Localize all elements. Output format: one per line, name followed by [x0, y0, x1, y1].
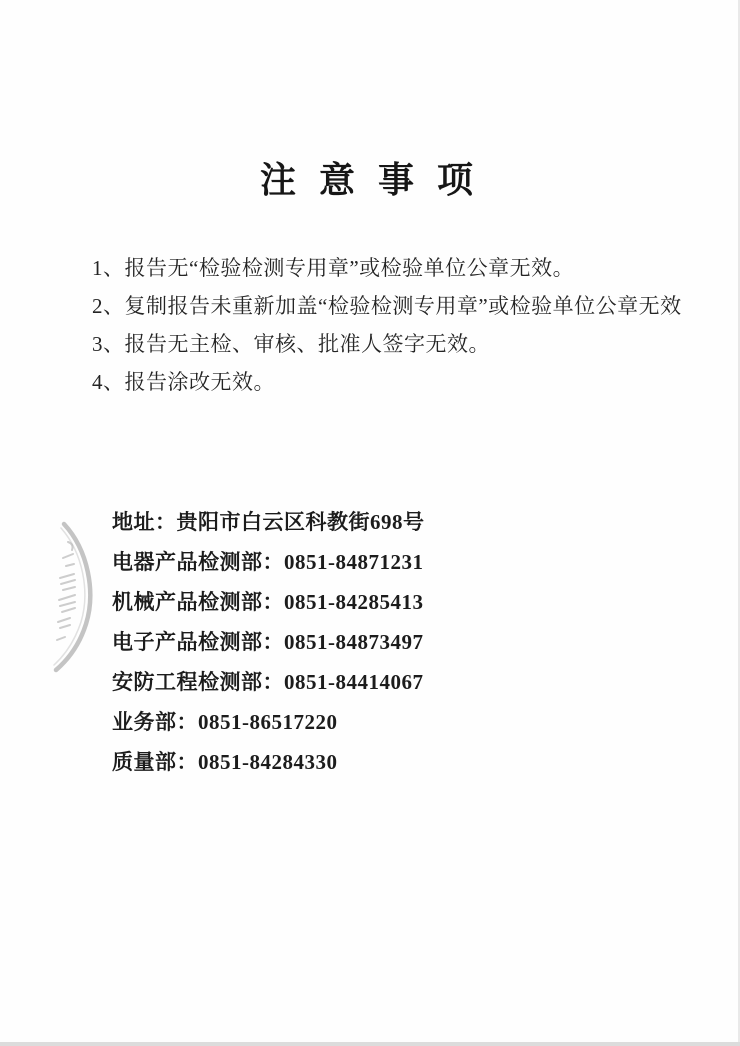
page-title: 注 意 事 项 — [259, 160, 480, 200]
partial-round-stamp-icon — [30, 520, 102, 675]
contact-electrical-dept: 电器产品检测部：0851-84871231 — [112, 550, 424, 574]
contact-block — [112, 502, 532, 782]
contact-business-dept: 业务部：0851-86517220 — [112, 710, 338, 734]
notice-list — [92, 249, 692, 401]
contact-security-dept: 安防工程检测部：0851-84414067 — [112, 670, 424, 694]
notice-item-4: 4、报告涂改无效。 — [92, 370, 275, 394]
notice-item-2: 2、复制报告未重新加盖“检验检测专用章”或检验单位公章无效 — [92, 294, 682, 318]
contact-address: 地址：贵阳市白云区科教街698号 — [112, 510, 425, 534]
contact-quality-dept: 质量部：0851-84284330 — [112, 750, 338, 774]
notice-item-3: 3、报告无主检、审核、批准人签字无效。 — [92, 332, 490, 356]
contact-electronics-dept: 电子产品检测部：0851-84873497 — [112, 630, 424, 654]
scan-edge-bottom — [0, 1042, 740, 1046]
contact-machinery-dept: 机械产品检测部：0851-84285413 — [112, 590, 424, 614]
notice-item-1: 1、报告无“检验检测专用章”或检验单位公章无效。 — [92, 256, 575, 280]
